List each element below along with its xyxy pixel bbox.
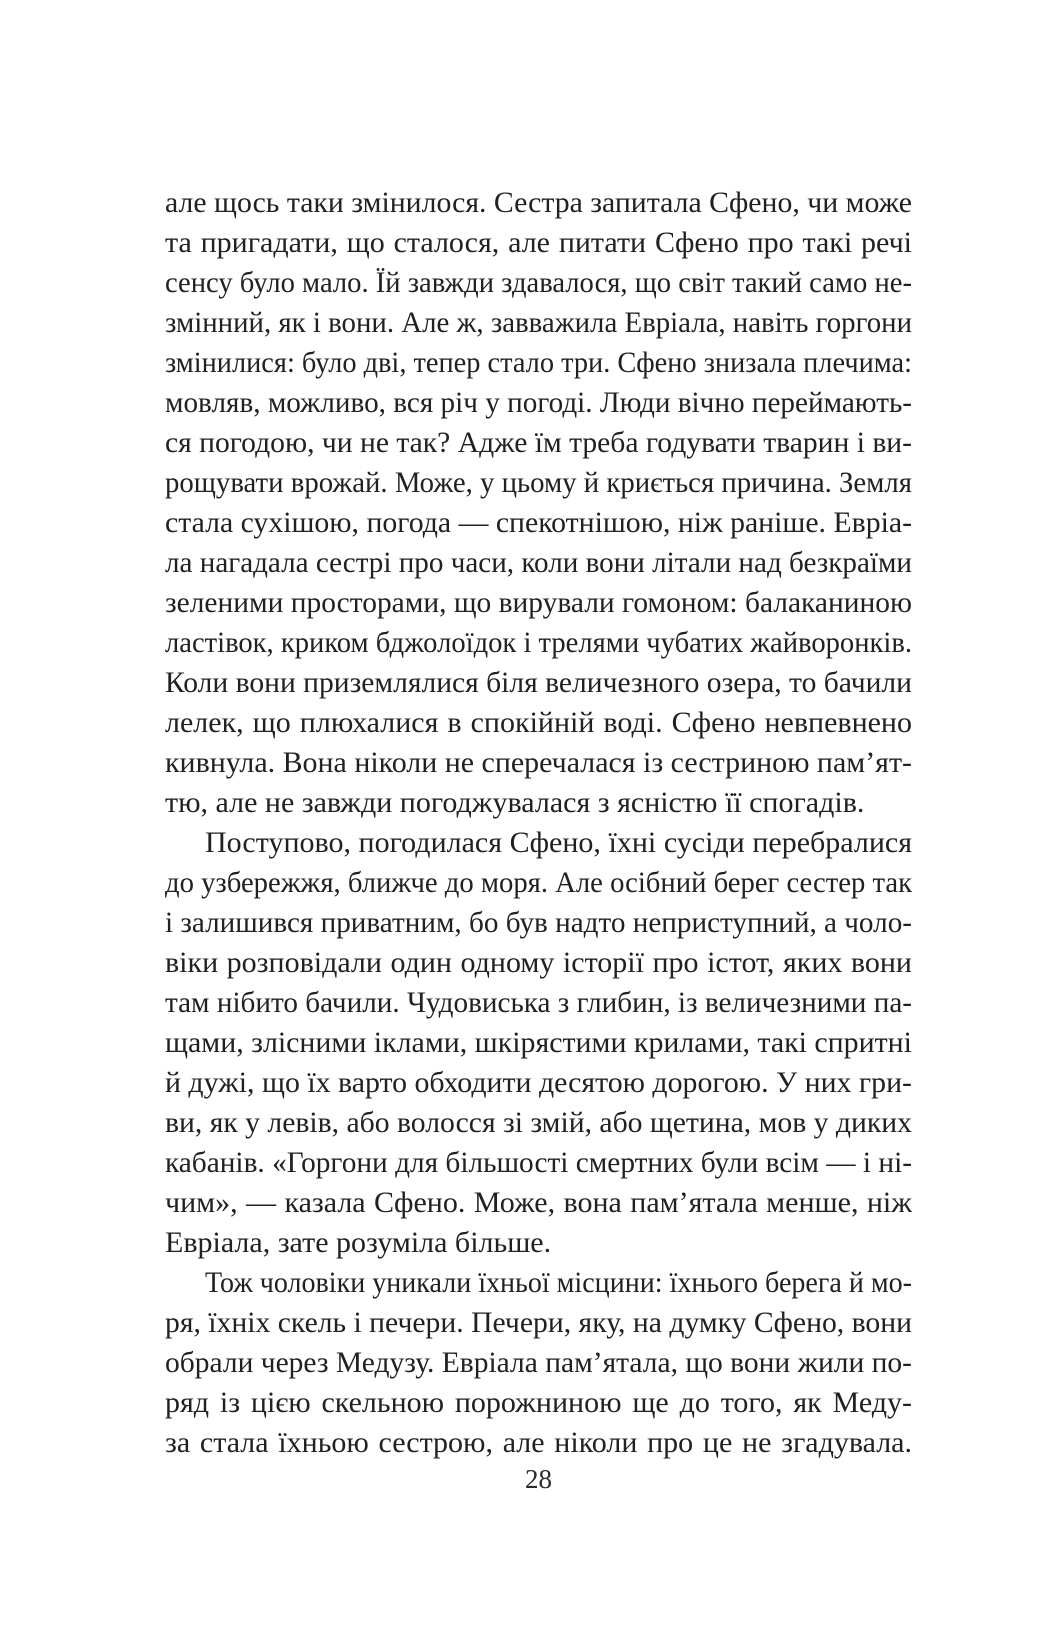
page-number: 28 [525,1464,552,1494]
text-line-content: сенсу було мало. Їй завжди здавалося, що світ такий само не- [165,266,912,299]
text-line-content: кивнула. Вона ніколи не сперечалася із сестриною пам’ят- [165,746,912,779]
text-line-content: там нібито бачили. Чудовиська з глибин, із величезними па- [165,986,912,1019]
text-line [165,223,912,263]
text-line-content: тю, але не завжди погоджувалася з ясністю її спогадів. [165,786,865,819]
text-line [165,423,912,463]
text-block [165,183,912,1463]
text-line [165,183,912,223]
text-line [165,1223,912,1263]
text-line-content: й дужі, що їх варто обходити десятою дорогою. У них гри- [165,1066,912,1099]
text-line-content: лелек, що плюхалися в спокійній воді. Сфено невпевнено [165,706,912,739]
text-line-content: Тож чоловіки уникали їхньої місцини: їхнього берега й мо- [205,1266,912,1299]
text-line-content: ла нагадала сестрі про часи, коли вони літали над безкраїми [165,546,912,579]
text-line-content: рощувати врожай. Може, у цьому й криється причина. Земля [165,466,912,499]
text-line-content: щами, злісними іклами, шкірястими крилами, такі спритні [165,1026,912,1059]
text-line-content: але щось таки змінилося. Сестра запитала Сфено, чи може [165,186,912,219]
text-line-content: мовляв, можливо, вся річ у погоді. Люди вічно переймають- [165,386,912,419]
text-line [165,983,912,1023]
text-line-content: ся погодою, чи не так? Адже їм треба годувати тварин і ви- [165,426,912,459]
text-line-content: обрали через Медузу. Евріала пам’ятала, що вони жили по- [165,1346,912,1379]
text-line [165,1103,912,1143]
text-line [165,263,912,303]
text-line [165,703,912,743]
text-line-content: ластівок, криком бджолоїдок і трелями чубатих жайворонків. [165,626,912,659]
text-line-content: кабанів. «Горгони для більшості смертних були всім — і ні- [165,1146,912,1179]
text-line [165,1303,912,1343]
text-line [165,1023,912,1063]
text-line [165,1143,912,1183]
text-line-content: ря, їхніх скель і печери. Печери, яку, на думку Сфено, вони [165,1306,912,1339]
text-line-content: Поступово, погодилася Сфено, їхні сусіди перебралися [205,826,912,859]
text-line-content: зеленими просторами, що вирували гомоном: балаканиною [165,586,912,619]
text-line [165,1263,912,1303]
text-line-content: і залишився приватним, бо був надто неприступний, а чоло- [165,906,912,939]
text-line-content: Евріала, зате розуміла більше. [165,1226,552,1259]
text-line-content: ряд із цією скельною порожниною ще до того, як Меду- [165,1386,912,1419]
text-line [165,1063,912,1103]
text-line-content: чим», — казала Сфено. Може, вона пам’ятала менше, ніж [165,1186,912,1219]
text-line-content: до узбережжя, ближче до моря. Але осібний берег сестер так [165,866,912,899]
text-line [165,303,912,343]
text-line [165,1383,912,1423]
text-line-content: та пригадати, що сталося, але питати Сфено про такі речі [165,226,912,259]
text-line [165,823,912,863]
text-line [165,903,912,943]
text-line [165,1423,912,1463]
text-line-content: ви, як у левів, або волосся зі змій, або щетина, мов у диких [165,1106,912,1139]
text-line-content: стала сухішою, погода — спекотнішою, ніж раніше. Евріа- [165,506,912,539]
text-line [165,463,912,503]
text-line [165,503,912,543]
text-line-content: віки розповідали один одному історії про істот, яких вони [165,946,912,979]
text-line-content: Коли вони приземлялися біля величезного озера, то бачили [165,666,912,699]
text-line [165,943,912,983]
text-line [165,343,912,383]
text-line-content: змінилися: було дві, тепер стало три. Сфено знизала плечима: [165,346,912,379]
text-line [165,863,912,903]
text-line [165,543,912,583]
text-line [165,1343,912,1383]
text-line-content: змінний, як і вони. Але ж, завважила Евріала, навіть горгони [165,306,912,339]
text-line [165,663,912,703]
text-line [165,743,912,783]
text-line-content: за стала їхньою сестрою, але ніколи про це не згадувала. [165,1426,912,1459]
text-line [165,1183,912,1223]
text-line [165,383,912,423]
text-line [165,583,912,623]
text-line [165,623,912,663]
text-line [165,783,912,823]
